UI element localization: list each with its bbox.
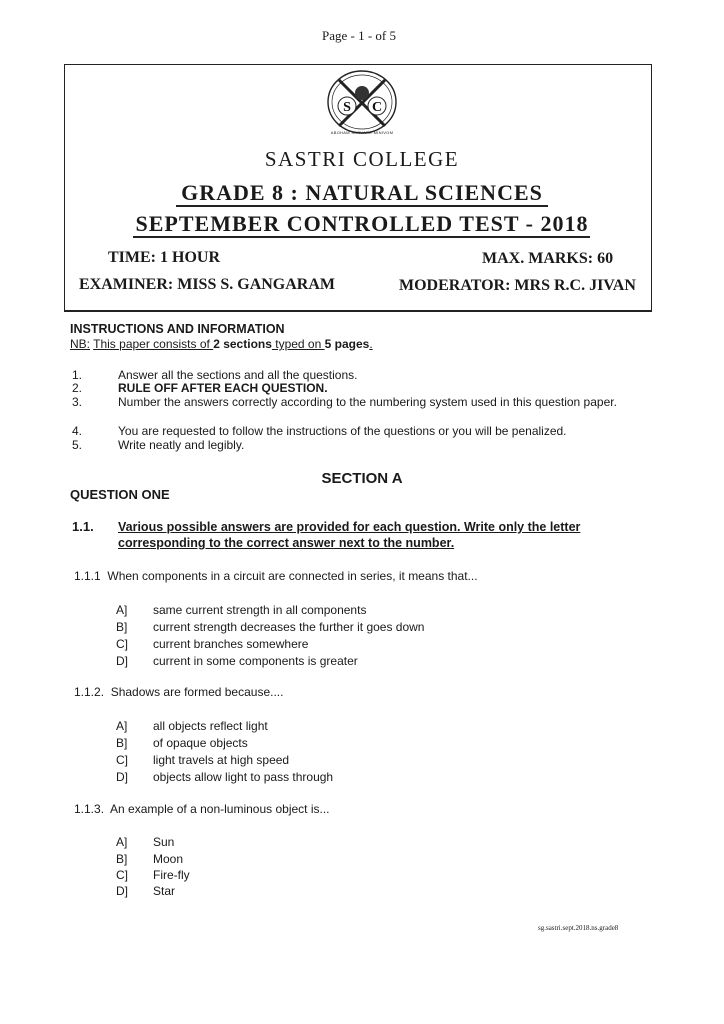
option-label: A] xyxy=(116,835,128,849)
nb-text-2: typed on xyxy=(271,337,325,351)
instruction-text: Number the answers correctly according to the numbering system used in this question paper. xyxy=(118,395,617,409)
nb-prefix: NB: xyxy=(70,337,91,351)
examiner-label: EXAMINER: MISS S. GANGARAM xyxy=(79,276,336,293)
option-label: D] xyxy=(116,884,128,898)
page-number: Page - 1 - of 5 xyxy=(322,28,397,43)
nb-text-1: This paper consists of xyxy=(93,337,214,351)
option-text: Fire-fly xyxy=(153,868,190,882)
option-text: current branches somewhere xyxy=(153,637,309,651)
question-1-1-2 xyxy=(74,685,283,699)
question-text: An example of a non-luminous object is... xyxy=(110,802,330,816)
instruction-text: Write neatly and legibly. xyxy=(118,438,245,452)
instruction-text: RULE OFF AFTER EACH QUESTION. xyxy=(118,381,328,395)
logo-letter-s: S xyxy=(343,100,351,115)
section-title: SECTION A xyxy=(321,470,403,487)
option-text: light travels at high speed xyxy=(153,753,290,767)
q1-1-number: 1.1. xyxy=(72,519,94,534)
nb-note xyxy=(70,337,373,351)
option-label: D] xyxy=(116,654,128,668)
instruction-num: 2. xyxy=(72,381,83,395)
option-text: of opaque objects xyxy=(153,736,248,750)
instruction-num: 5. xyxy=(72,438,83,452)
logo-motto: ABOHAM SERVARE MINIVOM xyxy=(330,130,394,135)
logo-letter-c: C xyxy=(371,100,383,115)
question-number: 1.1.2. xyxy=(74,685,105,699)
option-text: Moon xyxy=(153,852,184,866)
option-text: objects allow light to pass through xyxy=(153,770,334,784)
college-crest-logo xyxy=(323,66,401,138)
grade-subject-title: GRADE 8 : NATURAL SCIENCES xyxy=(181,180,543,205)
question-number: 1.1.3. xyxy=(74,802,105,816)
instructions-title: INSTRUCTIONS AND INFORMATION xyxy=(70,322,285,336)
instruction-num: 1. xyxy=(72,368,83,382)
max-marks-label: MAX. MARKS: 60 xyxy=(482,250,614,267)
nb-pages: 5 pages xyxy=(324,337,370,351)
footer-code: sg.sastri.sept.2018.ns.grade8 xyxy=(538,924,619,932)
option-label: C] xyxy=(116,753,128,767)
option-text: current strength decreases the further it goes down xyxy=(153,620,425,634)
instruction-num: 4. xyxy=(72,424,83,438)
option-label: A] xyxy=(116,603,128,617)
question-text: When components in a circuit are connected in series, it means that... xyxy=(107,569,478,583)
test-title-underline xyxy=(133,236,590,238)
option-label: A] xyxy=(116,719,128,733)
question-number: 1.1.1 xyxy=(74,569,101,583)
option-label: D] xyxy=(116,770,128,784)
option-label: B] xyxy=(116,852,128,866)
question-text: Shadows are formed because.... xyxy=(110,685,284,699)
option-text: all objects reflect light xyxy=(153,719,268,733)
instruction-text: Answer all the sections and all the questions. xyxy=(118,368,358,382)
option-text: Star xyxy=(153,884,176,898)
option-text: Sun xyxy=(153,835,175,849)
nb-sections: 2 sections xyxy=(213,337,272,351)
option-label: C] xyxy=(116,868,128,882)
instruction-text: You are requested to follow the instructions of the questions or you will be penalized. xyxy=(118,424,567,438)
question-1-1-3 xyxy=(74,802,330,816)
option-text: same current strength in all components xyxy=(153,603,367,617)
instruction-num: 3. xyxy=(72,395,83,409)
college-name: SASTRI COLLEGE xyxy=(264,147,460,171)
time-label: TIME: 1 HOUR xyxy=(108,249,220,266)
test-title: SEPTEMBER CONTROLLED TEST - 2018 xyxy=(135,211,589,236)
nb-end: . xyxy=(369,337,373,351)
option-text: current in some components is greater xyxy=(153,654,358,668)
q1-1-instruction: Various possible answers are provided for each question. Write only the letter corresponding to the correct answer next to the number. xyxy=(118,520,581,550)
option-label: C] xyxy=(116,637,128,651)
option-label: B] xyxy=(116,620,128,634)
question-1-1-1 xyxy=(74,569,478,583)
grade-underline xyxy=(176,205,548,207)
option-label: B] xyxy=(116,736,128,750)
question-title: QUESTION ONE xyxy=(70,487,170,502)
moderator-label: MODERATOR: MRS R.C. JIVAN xyxy=(399,277,636,294)
